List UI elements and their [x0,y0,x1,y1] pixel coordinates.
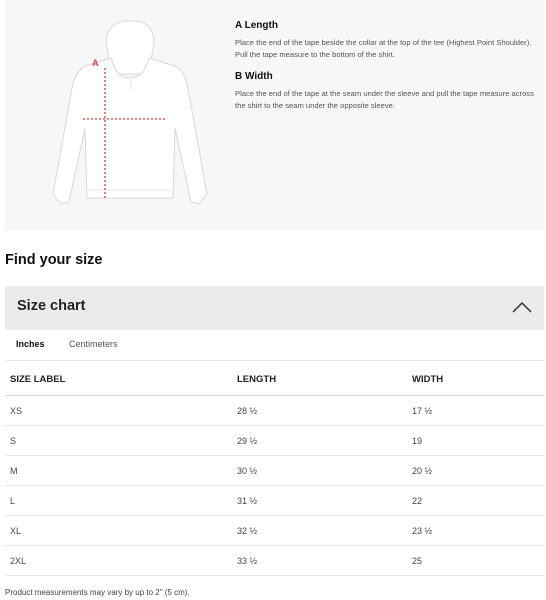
find-your-size-heading: Find your size [5,252,103,268]
length-cell: 32 ½ [232,516,407,546]
width-cell: 22 [407,486,544,516]
column-header-length: LENGTH [232,364,407,396]
tab-centimeters[interactable]: Centimeters [69,339,118,349]
size-label-cell: S [5,426,232,456]
hoodie-diagram [45,18,215,218]
size-label-cell: 2XL [5,546,232,576]
size-label-cell: L [5,486,232,516]
width-cell: 23 ½ [407,516,544,546]
measurement-disclaimer: Product measurements may vary by up to 2" (5 cm). [5,588,190,597]
length-title: A Length [235,20,278,31]
length-cell: 30 ½ [232,456,407,486]
tab-inches[interactable]: Inches [16,339,45,349]
unit-tabs [5,332,544,361]
width-cell: 19 [407,426,544,456]
length-instructions: Place the end of the tape beside the collar at the top of the tee (Highest Point Shoulder). Pull the tape measure to the bottom of the shirt. [235,38,532,59]
table-row [5,426,544,456]
table-row [5,546,544,576]
table-header-row [5,364,544,396]
size-label-cell: M [5,456,232,486]
length-cell: 28 ½ [232,396,407,426]
width-cell: 20 ½ [407,456,544,486]
size-chart-toggle[interactable] [5,286,544,330]
table-row [5,456,544,486]
measurement-instructions [235,20,535,122]
chevron-up-icon[interactable] [512,300,532,314]
measurement-guide [5,0,544,231]
size-chart-title: Size chart [17,298,86,314]
length-cell: 33 ½ [232,546,407,576]
width-cell: 25 [407,546,544,576]
column-header-width: WIDTH [407,364,544,396]
length-cell: 29 ½ [232,426,407,456]
size-label-cell: XL [5,516,232,546]
table-row [5,486,544,516]
size-table [5,364,544,576]
length-cell: 31 ½ [232,486,407,516]
width-title: B Width [235,71,273,82]
size-label-cell: XS [5,396,232,426]
marker-a-label: A [92,58,99,68]
column-header-size-label: SIZE LABEL [5,364,232,396]
table-row [5,396,544,426]
width-instructions: Place the end of the tape at the seam under the sleeve and pull the tape measure across the shirt to the seam under the opposite sleeve. [235,89,534,110]
width-cell: 17 ½ [407,396,544,426]
table-row [5,516,544,546]
